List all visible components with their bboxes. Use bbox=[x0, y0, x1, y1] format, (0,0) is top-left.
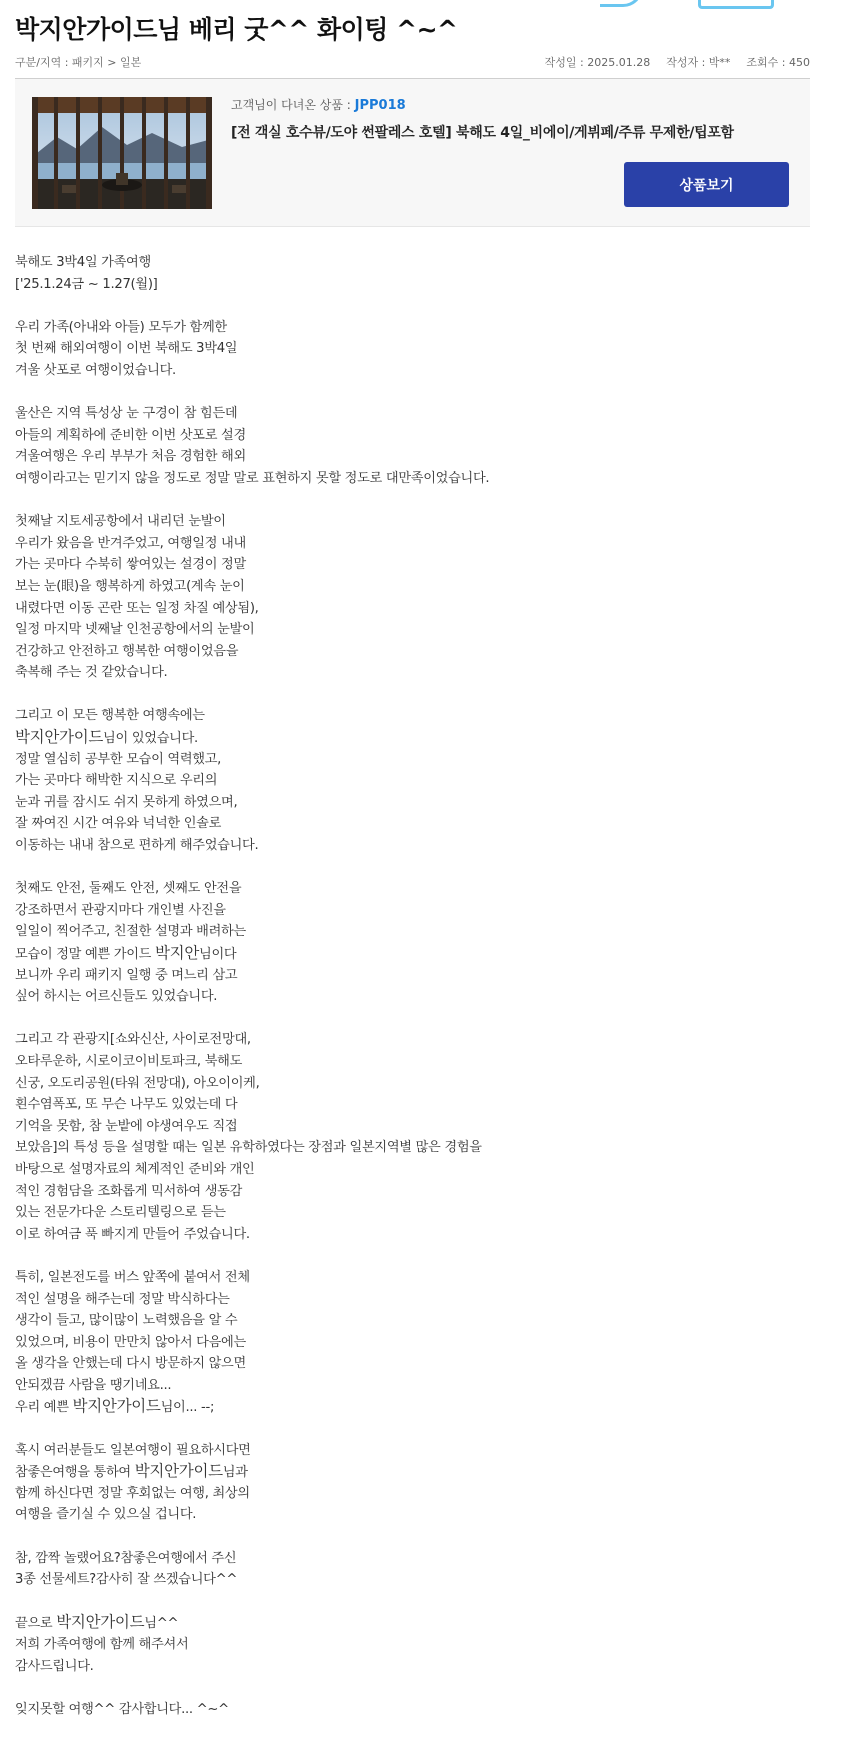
post-title: 박지안가이드님 베리 굿^^ 화이팅 ^~^ bbox=[15, 15, 458, 44]
text-fragment: 님이 있었습니다. bbox=[103, 731, 198, 747]
text-line: 정말 열심히 공부한 모습이 역력했고, bbox=[15, 751, 222, 767]
text-line: 있었으며, 비용이 만만치 않아서 다음에는 bbox=[15, 1334, 246, 1350]
text-line: 감사드립니다. bbox=[15, 1658, 94, 1674]
text-line: 우리가 왔음을 반겨주었고, 여행일정 내내 bbox=[15, 535, 246, 551]
text-line: 일일이 찍어주고, 친절한 설명과 배려하는 bbox=[15, 924, 246, 940]
text-fragment: 님^^ bbox=[144, 1616, 179, 1632]
post-meta-right bbox=[545, 54, 810, 70]
paragraph bbox=[15, 1699, 810, 1721]
text-line: 내렸다면 이동 곤란 또는 일정 차질 예상됨), bbox=[15, 600, 259, 616]
text-line: 아들의 계획하에 준비한 이번 삿포로 설경 bbox=[15, 427, 246, 443]
text-line: ['25.1.24금 ~ 1.27(월)] bbox=[15, 276, 158, 292]
text-line: 강조하면서 관광지마다 개인별 사진을 bbox=[15, 902, 226, 918]
paragraph bbox=[15, 878, 810, 1008]
text-line bbox=[15, 943, 810, 965]
text-line: 여행이라고는 믿기지 않을 정도로 정말 말로 표현하지 못할 정도로 대만족이었습니다. bbox=[15, 470, 490, 486]
decorative-curve bbox=[600, 0, 643, 7]
text-line: 신궁, 오도리공원(타워 전망대), 아오이이케, bbox=[15, 1075, 260, 1091]
text-fragment: 참좋은여행을 통하여 bbox=[15, 1465, 135, 1481]
text-line: 싶어 하시는 어르신들도 있었습니다. bbox=[15, 989, 218, 1005]
text-line: 저희 가족여행에 함께 해주셔서 bbox=[15, 1637, 189, 1652]
product-name[interactable]: [전 객실 호수뷰/도야 썬팔레스 호텔] 북해도 4일_비에이/게뷔페/주류 무제한/팁포함 bbox=[231, 125, 734, 141]
text-line: 그리고 각 관광지[쇼와신산, 사이로전망대, bbox=[15, 1032, 251, 1048]
header-decoration bbox=[0, 0, 848, 8]
view-product-button[interactable]: 상품보기 bbox=[624, 162, 789, 207]
text-line: 보는 눈(眼)을 행복하게 하였고(계속 눈이 bbox=[15, 578, 245, 594]
text-fragment: 끝으로 bbox=[15, 1616, 57, 1632]
guide-name: 박지안 bbox=[154, 944, 199, 962]
text-line bbox=[15, 1612, 810, 1634]
product-code-label: 고객님이 다녀온 상품 : bbox=[231, 98, 355, 112]
product-info bbox=[231, 96, 791, 142]
text-fragment: 님이다 bbox=[199, 947, 237, 962]
product-code-line bbox=[231, 96, 791, 113]
text-fragment: 모습이 정말 예쁜 가이드 bbox=[15, 947, 155, 962]
text-line: 혹시 여러분들도 일본여행이 필요하시다면 bbox=[15, 1442, 251, 1458]
paragraph bbox=[15, 403, 810, 489]
post-meta bbox=[15, 54, 810, 70]
text-line: 특히, 일본전도를 버스 앞쪽에 붙여서 전체 bbox=[15, 1269, 250, 1285]
text-line: 잘 짜여진 시간 여유와 넉넉한 인솔로 bbox=[15, 816, 222, 832]
post-category: 구분/지역 : 패키지 > 일본 bbox=[15, 56, 142, 69]
product-thumbnail[interactable] bbox=[32, 97, 212, 209]
text-line: 가는 곳마다 수북히 쌓여있는 설경이 정말 bbox=[15, 557, 246, 573]
text-line: 눈과 귀를 잠시도 쉬지 못하게 하였으며, bbox=[15, 794, 238, 810]
guide-name: 박지안가이드 bbox=[134, 1462, 223, 1481]
guide-name: 박지안가이드 bbox=[56, 1613, 145, 1632]
text-line: 보았음]의 특성 등을 설명할 때는 일본 유학하였다는 장점과 일본지역별 많은 경험을 bbox=[15, 1140, 482, 1156]
hotel-lobby-icon bbox=[32, 97, 212, 209]
text-line: 보니까 우리 패키지 일행 중 며느리 삼고 bbox=[15, 967, 238, 983]
text-line: 겨울여행은 우리 부부가 처음 경험한 해외 bbox=[15, 449, 246, 465]
text-line bbox=[15, 1396, 810, 1418]
text-line: 참, 깜짝 놀랬어요?참좋은여행에서 주신 bbox=[15, 1550, 237, 1566]
text-line: 축복해 주는 것 같았습니다. bbox=[15, 665, 168, 681]
text-line: 가는 곳마다 해박한 지식으로 우리의 bbox=[15, 773, 218, 789]
post-date: 작성일 : 2025.01.28 bbox=[544, 56, 651, 69]
text-line: 흰수염폭포, 또 무슨 나무도 있었는데 다 bbox=[15, 1097, 238, 1113]
text-line: 적인 경험담을 조화롭게 믹서하여 생동감 bbox=[15, 1183, 243, 1199]
paragraph bbox=[15, 1548, 810, 1591]
text-line: 이동하는 내내 참으로 편하게 해주었습니다. bbox=[15, 838, 259, 854]
text-line: 첫째도 안전, 둘째도 안전, 셋째도 안전을 bbox=[15, 881, 242, 897]
guide-name: 박지안가이드 bbox=[72, 1397, 161, 1416]
text-line: 첫 번째 해외여행이 이번 북해도 3박4일 bbox=[15, 341, 238, 357]
text-fragment: 우리 예쁜 bbox=[15, 1400, 73, 1416]
text-line: 그리고 이 모든 행복한 여행속에는 bbox=[15, 708, 205, 724]
text-line: 잊지못할 여행^^ 감사합니다... ^~^ bbox=[15, 1701, 229, 1717]
guide-name: 박지안가이드 bbox=[15, 728, 104, 747]
paragraph bbox=[15, 317, 810, 382]
text-line: 있는 전문가다운 스토리텔링으로 듣는 bbox=[15, 1205, 226, 1221]
text-line: 우리 가족(아내와 아들) 모두가 함께한 bbox=[15, 319, 227, 335]
text-line: 겨울 삿포로 여행이었습니다. bbox=[15, 362, 176, 378]
paragraph bbox=[15, 705, 810, 856]
text-line: 오타루운하, 시로이코이비토파크, 북해도 bbox=[15, 1053, 243, 1069]
text-line bbox=[15, 727, 810, 749]
review-body bbox=[15, 252, 810, 1742]
product-code[interactable]: JPP018 bbox=[354, 98, 406, 113]
text-line: 안되겠끔 사람을 땡기네요... bbox=[15, 1377, 172, 1393]
paragraph bbox=[15, 1440, 810, 1526]
product-card bbox=[15, 79, 810, 227]
text-fragment: 님이... --; bbox=[160, 1400, 215, 1416]
text-line: 북해도 3박4일 가족여행 bbox=[15, 255, 151, 270]
text-line: 이로 하여금 푹 빠지게 만들어 주었습니다. bbox=[15, 1226, 250, 1242]
text-line: 3종 선물세트?감사히 잘 쓰겠습니다^^ bbox=[15, 1572, 238, 1588]
text-line: 일정 마지막 넷째날 인천공항에서의 눈발이 bbox=[15, 622, 255, 638]
paragraph bbox=[15, 1612, 810, 1677]
text-line: 바탕으로 설명자료의 체계적인 준비와 개인 bbox=[15, 1161, 255, 1177]
text-line: 건강하고 안전하고 행복한 여행이었음을 bbox=[15, 643, 239, 659]
text-line: 기억을 못함, 참 눈밭에 야생여우도 직접 bbox=[15, 1118, 238, 1134]
paragraph bbox=[15, 1029, 810, 1245]
text-line: 올 생각을 안했는데 다시 방문하지 않으면 bbox=[15, 1356, 246, 1372]
text-line: 울산은 지역 특성상 눈 구경이 참 힘든데 bbox=[15, 406, 238, 422]
text-line: 생각이 들고, 많이많이 노력했음을 알 수 bbox=[15, 1313, 238, 1329]
text-line: 여행을 즐기실 수 있으실 겁니다. bbox=[15, 1507, 197, 1523]
text-line: 첫째날 지토세공항에서 내리던 눈발이 bbox=[15, 514, 226, 530]
post-views: 조회수 : 450 bbox=[746, 56, 810, 69]
text-line: 함께 하신다면 정말 후회없는 여행, 최상의 bbox=[15, 1485, 250, 1501]
paragraph bbox=[15, 252, 810, 295]
text-line bbox=[15, 1461, 810, 1483]
paragraph bbox=[15, 1267, 810, 1418]
text-fragment: 님과 bbox=[222, 1465, 248, 1481]
post-author: 작성자 : 박** bbox=[666, 56, 731, 69]
header-button-edge[interactable] bbox=[698, 0, 774, 9]
text-line: 적인 설명을 해주는데 정말 박식하다는 bbox=[15, 1291, 230, 1307]
paragraph bbox=[15, 511, 810, 684]
